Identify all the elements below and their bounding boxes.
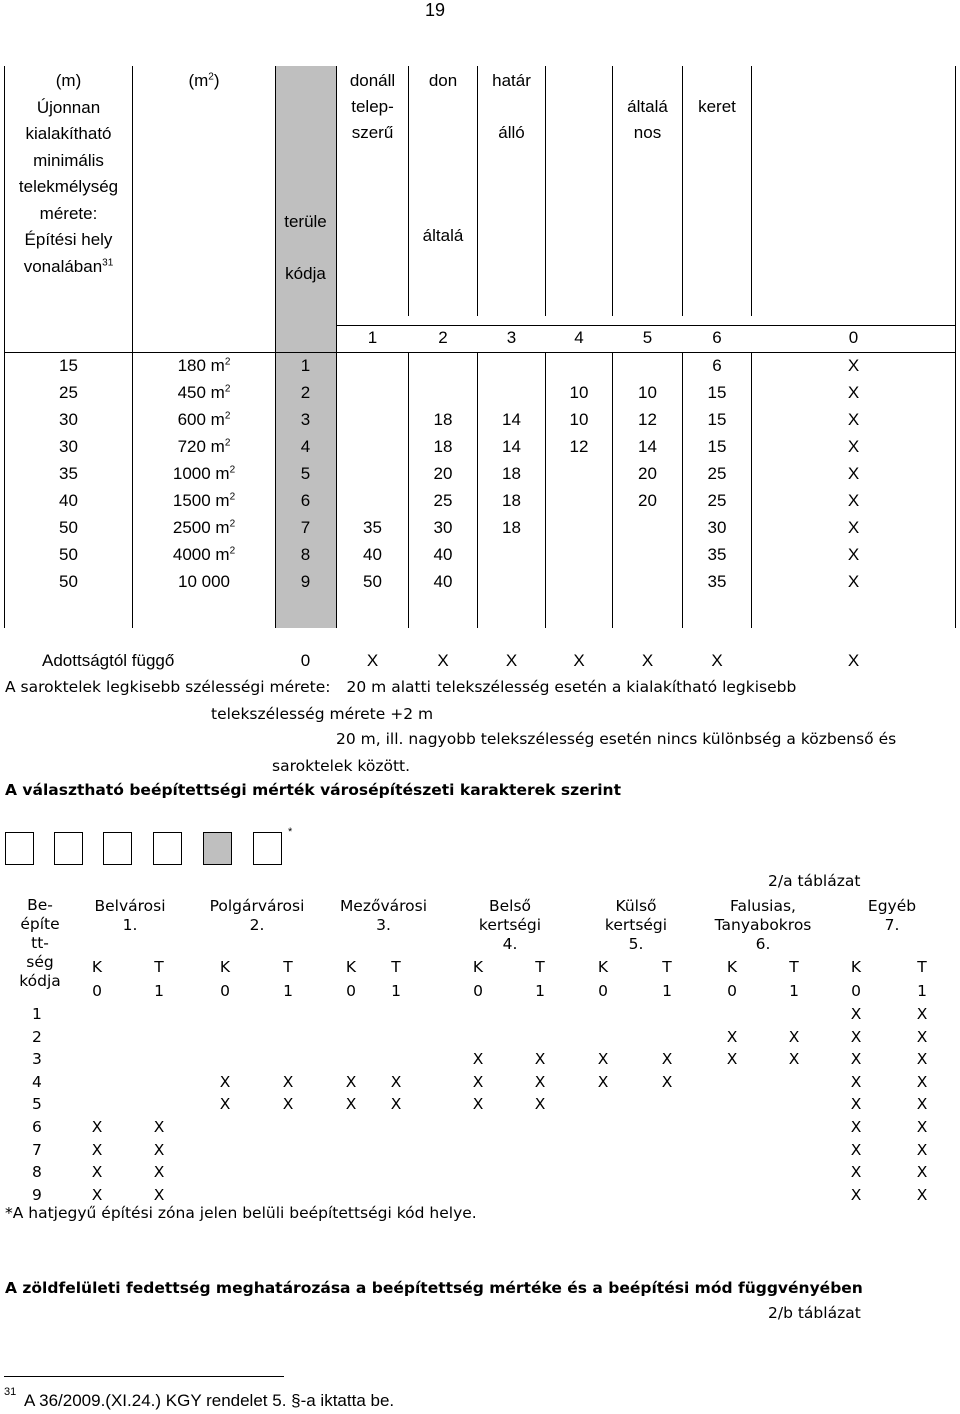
code-box	[253, 832, 282, 865]
coverage-code-cell: 7	[32, 1140, 42, 1159]
mark-cell: X	[916, 1185, 928, 1204]
adottsag-cell: X	[366, 651, 379, 670]
mark-cell: X	[916, 1118, 928, 1136]
value-cell: 12	[638, 410, 657, 429]
mark-cell: X	[472, 1095, 484, 1114]
mark-cell: X	[788, 1027, 800, 1046]
num-cell: 1	[154, 982, 164, 1000]
coverage-code-cell: 6	[32, 1118, 42, 1136]
area-unit-exponent: 2	[229, 518, 236, 530]
mark-cell: X	[390, 1095, 402, 1114]
num-cell: 1	[917, 982, 927, 1000]
mark-cell: X	[916, 1027, 928, 1046]
mark-cell: X	[534, 1050, 546, 1069]
mark-cell: X	[916, 1005, 928, 1023]
footnote-text: A 36/2009.(XI.24.) KGY rendelet 5. §-a iktatta be.	[24, 1391, 395, 1410]
code-box	[5, 832, 34, 865]
depth-cell: 50	[59, 545, 78, 564]
num-cell: 0	[220, 982, 230, 1000]
area-value: 1500 m	[172, 491, 230, 510]
value-cell: 6	[712, 356, 722, 375]
mark-cell: X	[788, 1050, 800, 1069]
asterisk-mark: *	[288, 826, 293, 838]
area-unit-exponent: 2	[229, 491, 236, 503]
mark-cell: X	[850, 1027, 862, 1046]
value-cell: 18	[502, 518, 521, 537]
area-unit-exponent: 2	[224, 383, 231, 395]
value-cell: 14	[502, 410, 521, 429]
value-cell: 18	[433, 437, 453, 456]
adottsag-label: Adottságtól függő	[42, 651, 175, 670]
value-cell: 40	[433, 572, 453, 591]
mark-cell: X	[153, 1163, 165, 1182]
area-value: 4000 m	[172, 545, 230, 564]
coverage-code-cell: 3	[32, 1050, 42, 1069]
depth-cell: 30	[59, 410, 78, 429]
mark-cell: X	[91, 1140, 103, 1159]
value-cell: 50	[363, 572, 382, 591]
zone-code-cell: 4	[300, 437, 311, 456]
area-unit-exponent: 2	[229, 464, 236, 476]
sarok-line2: telekszélesség mérete +2 m	[211, 705, 434, 723]
depth-cell: 35	[59, 464, 78, 483]
footnote-separator	[4, 1376, 284, 1377]
code-box	[153, 832, 182, 865]
mark-cell: X	[597, 1050, 609, 1069]
area-cell	[133, 518, 275, 538]
mark-cell: X	[850, 1163, 862, 1182]
zone-code-cell: 9	[300, 572, 311, 591]
depth-cell: 15	[59, 356, 78, 375]
value-cell: 10	[569, 383, 589, 402]
kt-cell: T	[917, 958, 927, 976]
mark-cell: X	[850, 1095, 862, 1114]
mark-cell: X	[597, 1072, 609, 1091]
value-cell: 40	[363, 545, 382, 564]
footnote-number: 31	[4, 1386, 17, 1398]
section-title: A választható beépítettségi mérték városépítészeti karakterek szerint	[5, 781, 622, 799]
mark-cell: X	[472, 1050, 484, 1069]
value-cell: 18	[502, 464, 521, 483]
mark-cell: X	[282, 1095, 294, 1114]
zone-code-cell: 8	[300, 545, 311, 564]
code-box-highlighted	[203, 832, 232, 865]
mark-cell: X	[726, 1050, 738, 1069]
header-col5-bottom: általá	[422, 226, 464, 245]
mark-cell: X	[219, 1095, 231, 1114]
num-col-5: 5	[642, 328, 653, 347]
kt-cell: K	[472, 958, 484, 976]
value-cell: X	[847, 356, 860, 375]
value-cell: 20	[638, 464, 657, 483]
area-cell	[133, 572, 275, 592]
header-col5-top: don	[428, 71, 458, 90]
mark-cell: X	[390, 1072, 402, 1091]
depth-cell: 50	[59, 518, 78, 537]
value-cell: 40	[433, 545, 453, 564]
num-cell: 1	[283, 982, 293, 1000]
group-belvarosi: Belvárosi 1.	[94, 897, 166, 934]
value-cell: 25	[433, 491, 453, 510]
depth-cell: 40	[59, 491, 78, 510]
mark-cell: X	[916, 1140, 928, 1159]
value-cell: 30	[433, 518, 453, 537]
table-2a-note: *A hatjegyű építési zóna jelen belüli beépítettségi kód helye.	[5, 1204, 477, 1222]
header-area: $(m^2)$	[188, 71, 220, 90]
kt-cell: T	[789, 958, 799, 976]
group-falusias: Falusias, Tanyabokros 6.	[714, 897, 812, 953]
mark-cell: X	[850, 1185, 862, 1204]
zone-code-cell: 1	[300, 356, 311, 375]
value-cell: 12	[569, 437, 589, 456]
mark-cell: X	[916, 1163, 928, 1182]
kt-cell: K	[850, 958, 862, 976]
zone-code-cell: 7	[300, 518, 311, 537]
code-column-shading	[275, 66, 336, 628]
kt-cell: T	[283, 958, 293, 976]
kt-cell: T	[662, 958, 672, 976]
value-cell: 14	[638, 437, 657, 456]
area-unit-exponent: 2	[224, 356, 231, 368]
mark-cell: X	[153, 1140, 165, 1159]
value-cell: X	[847, 572, 860, 591]
zone-code-cell: 3	[300, 410, 311, 429]
area-cell	[133, 356, 275, 376]
mark-cell: X	[850, 1118, 862, 1136]
value-cell: 14	[502, 437, 521, 456]
header-min-depth: (m) Újonnan kialakítható minimális telekmélység mérete: Építési hely vonalában$^{31}$	[18, 71, 119, 276]
header-zone-code: terüle kódja	[284, 212, 327, 283]
header-general: általá nos	[627, 97, 668, 142]
table-2a-caption: 2/a táblázat	[768, 872, 861, 890]
mark-cell: X	[345, 1072, 357, 1091]
header-boundary: határ álló	[492, 71, 531, 142]
value-cell: X	[847, 545, 860, 564]
value-cell: 35	[707, 545, 727, 564]
value-cell: 20	[433, 464, 453, 483]
area-unit-exponent: 2	[229, 545, 236, 557]
coverage-code-cell: 1	[32, 1005, 42, 1023]
header-freestanding: donáll telep- szerű	[349, 71, 396, 142]
kt-cell: K	[91, 958, 103, 976]
kt-cell: K	[726, 958, 738, 976]
code-header: Be- építe tt- ség kódja	[19, 896, 61, 990]
num-cell: 1	[535, 982, 545, 1000]
value-cell: 15	[707, 410, 727, 429]
area-value: 10 000	[178, 572, 230, 591]
value-cell: X	[847, 518, 860, 537]
group-polgarvarosi: Polgárvárosi 2.	[209, 897, 305, 934]
value-cell: 25	[707, 464, 727, 483]
adottsag-cell: X	[437, 651, 449, 670]
coverage-code-cell: 2	[32, 1027, 42, 1046]
mark-cell: X	[916, 1050, 928, 1069]
coverage-code-cell: 5	[32, 1095, 42, 1114]
adottsag-cell: X	[573, 651, 585, 670]
mark-cell: X	[153, 1118, 165, 1136]
kt-cell: K	[345, 958, 357, 976]
num-cell: 0	[92, 982, 102, 1000]
mark-cell: X	[534, 1095, 546, 1114]
area-cell	[133, 491, 275, 511]
mark-cell: X	[850, 1072, 862, 1091]
area-value: 450 m	[177, 383, 225, 402]
page-number: 19	[425, 0, 446, 20]
value-cell: 10	[638, 383, 657, 402]
mark-cell: X	[153, 1185, 165, 1204]
kt-cell: T	[391, 958, 401, 976]
mark-cell: X	[91, 1163, 103, 1182]
adottsag-cell: X	[711, 651, 723, 670]
mark-cell: X	[726, 1027, 738, 1046]
value-cell: X	[847, 464, 860, 483]
mark-cell: X	[345, 1095, 357, 1114]
group-belso-kertsegi: Belső kertségi 4.	[478, 897, 542, 953]
num-cell: 1	[391, 982, 401, 1000]
value-cell: 25	[707, 491, 727, 510]
mark-cell: X	[91, 1118, 103, 1136]
value-cell: 15	[707, 383, 727, 402]
mark-cell: X	[916, 1095, 928, 1114]
kt-cell: K	[597, 958, 609, 976]
value-cell: X	[847, 383, 860, 402]
value-cell: X	[847, 437, 860, 456]
adottsag-cell: X	[847, 651, 860, 670]
num-cell: 1	[662, 982, 672, 1000]
depth-cell: 30	[59, 437, 78, 456]
mark-cell: X	[916, 1072, 928, 1091]
num-cell: 0	[727, 982, 737, 1000]
adottsag-cell: X	[505, 651, 518, 670]
code-box	[103, 832, 132, 865]
num-cell: 0	[598, 982, 608, 1000]
area-value: 720 m	[177, 437, 225, 456]
coverage-code-cell: 9	[32, 1185, 42, 1204]
value-cell: X	[847, 491, 860, 510]
value-cell: 18	[433, 410, 453, 429]
area-value: 1000 m	[172, 464, 230, 483]
mark-cell: X	[472, 1072, 484, 1091]
num-col-4: 4	[574, 328, 584, 347]
num-col-2: 2	[438, 328, 448, 347]
value-cell: 15	[707, 437, 727, 456]
mark-cell: X	[850, 1140, 862, 1159]
mark-cell: X	[282, 1072, 294, 1091]
num-col-1: 1	[367, 328, 378, 347]
coverage-code-cell: 8	[32, 1163, 42, 1182]
coverage-code-cell: 4	[32, 1072, 42, 1091]
sarok-line4: saroktelek között.	[272, 757, 411, 775]
zold-title: A zöldfelületi fedettség meghatározása a beépítettség mértéke és a beépítési mód függvényében	[5, 1279, 863, 1297]
zone-code-cell: 6	[300, 491, 311, 510]
mark-cell: X	[661, 1072, 673, 1091]
num-col-6: 6	[712, 328, 722, 347]
value-cell: 35	[707, 572, 727, 591]
num-cell: 0	[851, 982, 861, 1000]
area-cell	[133, 545, 275, 565]
area-cell	[133, 437, 275, 457]
num-cell: 0	[473, 982, 483, 1000]
code-box	[54, 832, 83, 865]
adottsag-code: 0	[300, 651, 311, 670]
table-2b-caption: 2/b táblázat	[768, 1304, 861, 1322]
num-col-0: 0	[848, 328, 859, 347]
area-cell	[133, 410, 275, 430]
mark-cell: X	[850, 1050, 862, 1069]
area-value: 600 m	[177, 410, 225, 429]
value-cell: 18	[502, 491, 521, 510]
area-cell	[133, 383, 275, 403]
group-mezovarosi: Mezővárosi 3.	[339, 897, 428, 934]
zone-code-cell: 2	[300, 383, 311, 402]
kt-cell: T	[535, 958, 545, 976]
area-unit-exponent: 2	[224, 437, 231, 449]
depth-cell: 25	[59, 383, 78, 402]
mark-cell: X	[850, 1005, 862, 1023]
mark-cell: X	[534, 1072, 546, 1091]
area-unit-exponent: 2	[224, 410, 231, 422]
mark-cell: X	[91, 1185, 103, 1204]
value-cell: 35	[363, 518, 382, 537]
num-cell: 0	[346, 982, 356, 1000]
value-cell: X	[847, 410, 860, 429]
value-cell: 30	[707, 518, 727, 537]
sarok-line3: 20 m, ill. nagyobb telekszélesség esetén nincs különbség a közbenső és	[336, 730, 897, 748]
value-cell: 10	[569, 410, 589, 429]
group-kulso-kertsegi: Külső kertségi 5.	[604, 897, 668, 953]
depth-cell: 50	[59, 572, 78, 591]
kt-cell: T	[154, 958, 164, 976]
header-frame: keret	[698, 97, 736, 116]
group-egyeb: Egyéb 7.	[867, 897, 917, 934]
area-cell	[133, 464, 275, 484]
zone-code-cell: 5	[300, 464, 311, 483]
area-value: 180 m	[177, 356, 225, 375]
mark-cell: X	[661, 1050, 673, 1069]
num-cell: 1	[789, 982, 799, 1000]
sarok-line1: A saroktelek legkisebb szélességi mérete: 20 m alatti telekszélesség esetén a kialakítható legkisebb	[5, 678, 797, 696]
num-col-3: 3	[506, 328, 517, 347]
value-cell: 20	[638, 491, 657, 510]
kt-cell: K	[219, 958, 231, 976]
area-value: 2500 m	[172, 518, 230, 537]
mark-cell: X	[219, 1072, 231, 1091]
adottsag-cell: X	[641, 651, 654, 670]
